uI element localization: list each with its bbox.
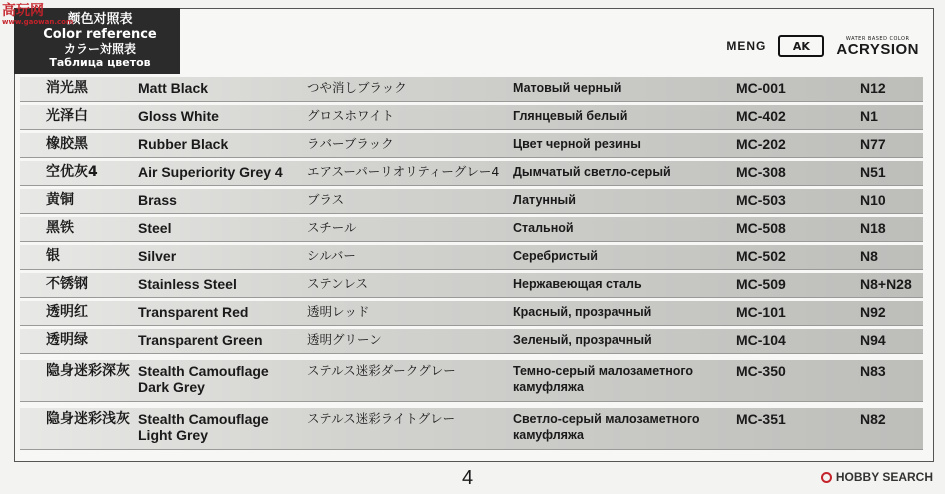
color-name-cn: 黑铁: [46, 220, 74, 236]
mc-code: MC-509: [736, 276, 786, 292]
color-name-ru: Красный, прозрачный: [513, 305, 652, 319]
color-name-ru: Матовый черный: [513, 81, 622, 95]
mc-code: MC-308: [736, 164, 786, 180]
hobby-search-logo: [821, 470, 933, 484]
color-name-ru: Дымчатый светло-серый: [513, 165, 671, 179]
mc-code: MC-351: [736, 411, 786, 427]
mc-code: MC-508: [736, 220, 786, 236]
color-name-en: Steel: [138, 220, 172, 236]
n-code: N51: [860, 164, 886, 180]
table-row: [20, 329, 923, 354]
mc-code: MC-104: [736, 332, 786, 348]
color-name-jp: 透明グリーン: [307, 332, 382, 347]
mc-code: MC-101: [736, 304, 786, 320]
table-row: [20, 301, 923, 326]
acrysion-subtitle: WATER BASED COLOR: [845, 35, 910, 42]
n-code: N1: [860, 108, 878, 124]
color-name-en: Rubber Black: [138, 136, 229, 152]
mc-code: MC-350: [736, 363, 786, 379]
color-name-en: Silver: [138, 248, 177, 264]
color-name-cn: 黄铜: [46, 192, 74, 208]
table-row: [20, 273, 923, 298]
color-name-ru: Серебристый: [513, 249, 598, 263]
color-name-ru: Стальной: [513, 221, 574, 235]
n-code: N77: [860, 136, 886, 152]
meng-logo: MENG: [726, 39, 767, 53]
n-code: N82: [860, 411, 886, 427]
table-row: [20, 189, 923, 214]
color-name-cn: 隐身迷彩浅灰: [46, 411, 130, 427]
n-code: N10: [860, 192, 886, 208]
n-code: N18: [860, 220, 886, 236]
color-name-cn: 透明绿: [46, 332, 88, 348]
color-name-cn: 透明红: [46, 304, 88, 320]
n-code: N83: [860, 363, 886, 379]
watermark-url: www.gaowan.com: [2, 18, 74, 26]
ak-logo: AK: [778, 35, 824, 57]
color-name-cn: 消光黑: [46, 80, 88, 96]
color-name-en: Matt Black: [138, 80, 209, 96]
color-name-en: Gloss White: [138, 108, 219, 124]
watermark-text: 高玩网: [2, 3, 44, 19]
table-row: [20, 217, 923, 242]
brand-logos: [726, 35, 919, 57]
color-name-en: Air Superiority Grey 4: [138, 164, 283, 180]
color-name-ru: Нержавеющая сталь: [513, 277, 642, 291]
color-name-jp: スチール: [307, 220, 357, 235]
color-name-ru: Цвет черной резины: [513, 137, 641, 151]
color-name-en: Stealth Camouflage Dark Grey: [138, 363, 269, 395]
color-name-jp: つや消しブラック: [307, 80, 407, 95]
header-title-en: Color reference: [43, 26, 157, 42]
color-name-jp: グロスホワイト: [307, 108, 395, 123]
n-code: N8+N28: [860, 276, 912, 292]
n-code: N12: [860, 80, 886, 96]
color-name-ru: Латунный: [513, 193, 576, 207]
n-code: N94: [860, 332, 886, 348]
mc-code: MC-402: [736, 108, 786, 124]
n-code: N8: [860, 248, 878, 264]
color-name-jp: 透明レッド: [307, 304, 370, 319]
mc-code: MC-202: [736, 136, 786, 152]
mc-code: MC-001: [736, 80, 786, 96]
hobby-search-text: HOBBY SEARCH: [835, 470, 933, 484]
color-name-ru: Глянцевый белый: [513, 109, 628, 123]
hobby-search-icon: [821, 472, 832, 483]
mc-code: MC-502: [736, 248, 786, 264]
color-name-cn: 橡胶黑: [46, 136, 88, 152]
color-name-en: Transparent Green: [138, 332, 263, 348]
table-row: [20, 245, 923, 270]
table-row: [20, 161, 923, 186]
color-name-ru: Светло-серый малозаметного камуфляжа: [513, 412, 700, 442]
n-code: N92: [860, 304, 886, 320]
table-row: [20, 105, 923, 130]
watermark: [2, 0, 72, 30]
color-name-jp: エアスーパーリオリティーグレー4: [307, 164, 500, 179]
color-name-cn: 光泽白: [46, 108, 88, 124]
color-name-en: Stealth Camouflage Light Grey: [138, 411, 269, 443]
page-number: 4: [462, 467, 474, 489]
table-row: [20, 133, 923, 158]
mc-code: MC-503: [736, 192, 786, 208]
color-name-cn: 银: [46, 248, 60, 264]
header-title-jp: カラー対照表: [63, 41, 136, 56]
acrysion-name: ACRYSION: [836, 40, 919, 58]
header-title-ru: Таблица цветов: [49, 55, 151, 69]
color-name-en: Stainless Steel: [138, 276, 237, 292]
color-name-en: Transparent Red: [138, 304, 249, 320]
color-name-jp: ステンレス: [307, 276, 368, 291]
color-name-jp: ステルス迷彩ライトグレー: [307, 411, 456, 426]
color-name-cn: 不锈钢: [46, 276, 88, 292]
color-name-jp: ラバーブラック: [307, 136, 394, 151]
color-name-ru: Темно-серый малозаметного камуфляжа: [513, 364, 694, 394]
color-name-jp: ブラス: [307, 192, 345, 207]
table-row: [20, 360, 923, 402]
color-name-cn: 隐身迷彩深灰: [46, 363, 130, 379]
color-name-cn: 空优灰4: [46, 164, 98, 180]
color-name-jp: ステルス迷彩ダークグレー: [307, 363, 456, 378]
color-name-ru: Зеленый, прозрачный: [513, 333, 652, 347]
color-name-en: Brass: [138, 192, 177, 208]
acrysion-logo: [836, 36, 919, 57]
table-row: [20, 77, 923, 102]
color-name-jp: シルバー: [307, 248, 356, 263]
header-title-cn: 颜色对照表: [67, 11, 133, 27]
color-table: [20, 77, 923, 454]
table-row: [20, 408, 923, 450]
